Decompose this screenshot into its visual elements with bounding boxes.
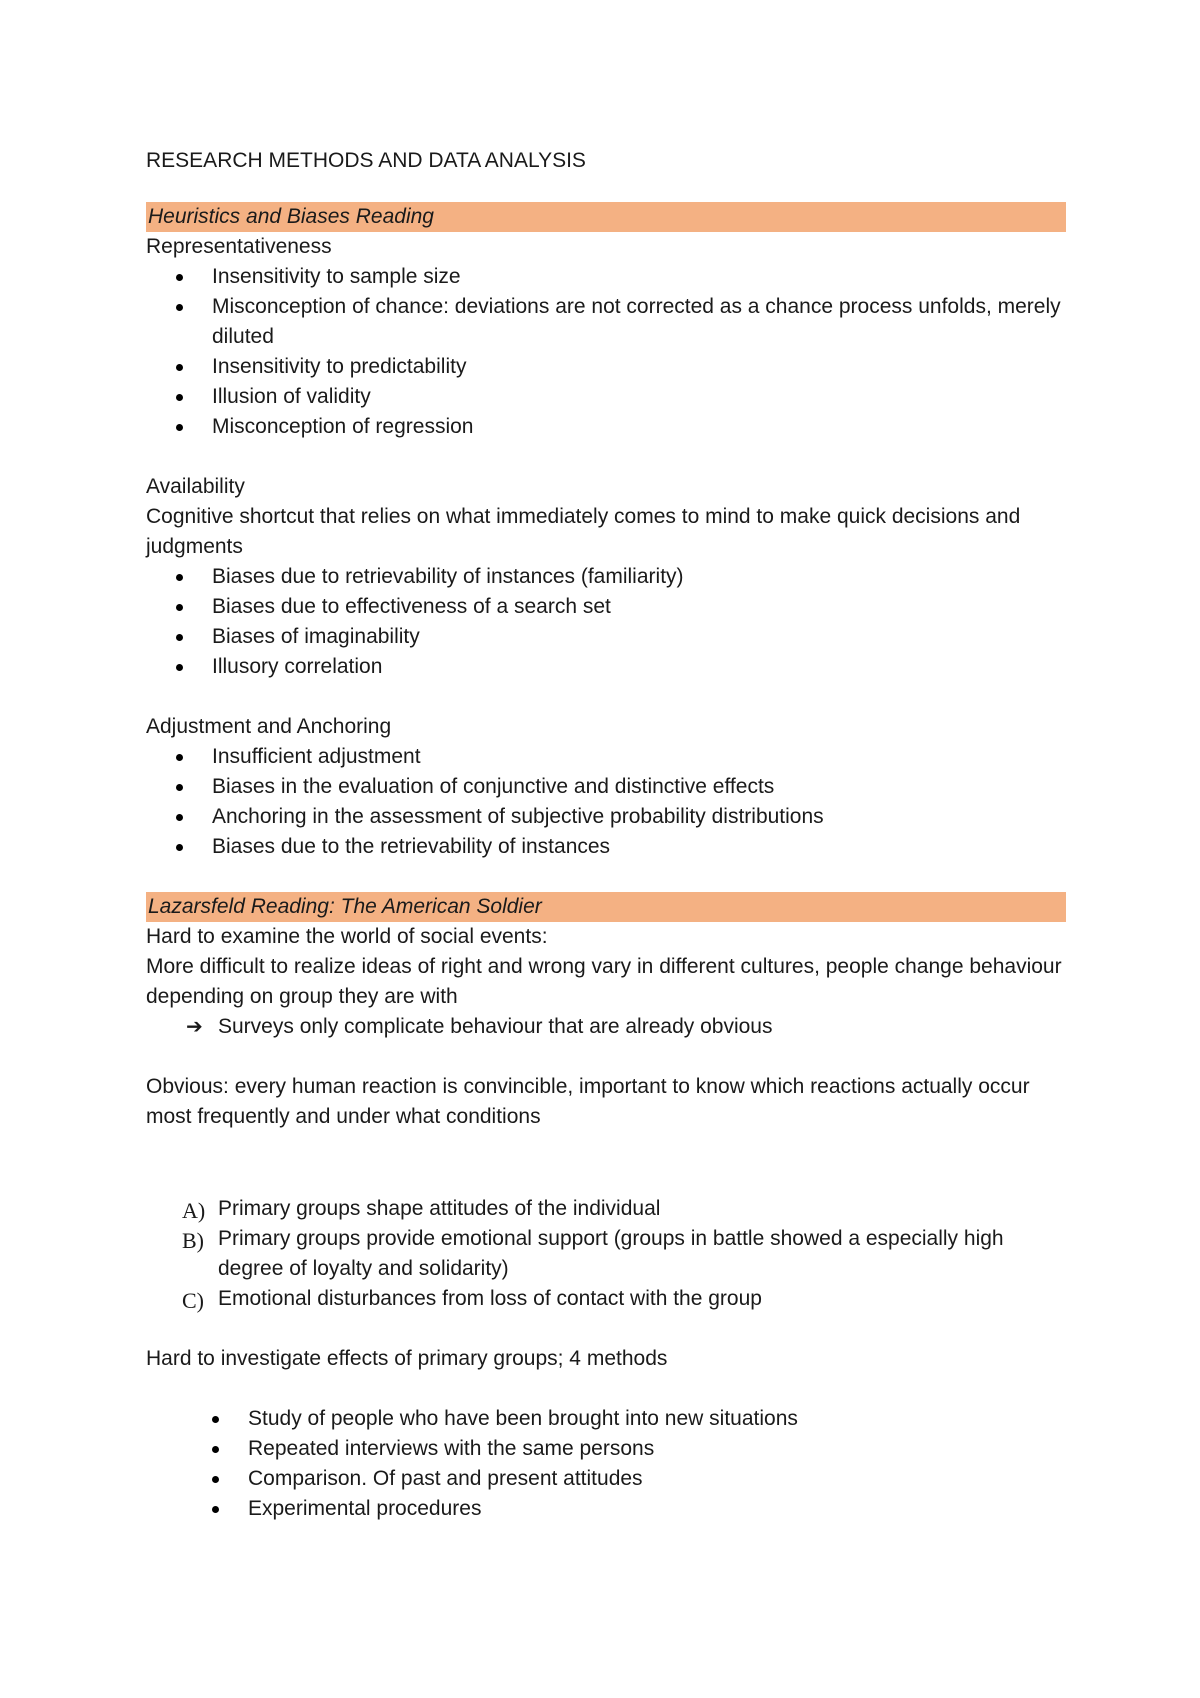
spacer	[146, 442, 1066, 472]
list-item: Biases due to retrievability of instances (familiarity)	[212, 562, 1066, 592]
spacer	[146, 1132, 1066, 1194]
availability-list	[146, 562, 1066, 682]
spacer	[146, 1374, 1066, 1404]
spacer	[146, 1042, 1066, 1072]
item-letter: C)	[182, 1288, 204, 1313]
section-heading-lazarsfeld: Lazarsfeld Reading: The American Soldier	[146, 892, 1066, 922]
list-item: Misconception of regression	[212, 412, 1066, 442]
obvious-paragraph: Obvious: every human reaction is convincible, important to know which reactions actually occur most frequently and under what conditions	[146, 1075, 1030, 1128]
section-heading-heuristics: Heuristics and Biases Reading	[146, 202, 1066, 232]
list-item: Insensitivity to predictability	[212, 352, 1066, 382]
list-item: Insensitivity to sample size	[212, 262, 1066, 292]
list-item: Biases due to the retrievability of instances	[212, 832, 1066, 862]
subheading-anchoring: Adjustment and Anchoring	[146, 715, 392, 738]
list-item: Anchoring in the assessment of subjective probability distributions	[212, 802, 1066, 832]
arrow-right-icon: ➔	[186, 1016, 203, 1038]
list-item: Insufficient adjustment	[212, 742, 1066, 772]
item-letter: B)	[182, 1228, 204, 1253]
list-item: Biases due to effectiveness of a search set	[212, 592, 1066, 622]
list-item: Misconception of chance: deviations are not corrected as a chance process unfolds, merely diluted	[212, 292, 1066, 352]
document-page	[146, 146, 1066, 1524]
item-text: Primary groups provide emotional support (groups in battle showed a especially high degree of loyalty and solidarity)	[218, 1227, 1004, 1280]
list-item: Comparison. Of past and present attitudes	[248, 1464, 1066, 1494]
item-text: Emotional disturbances from loss of contact with the group	[218, 1287, 762, 1310]
representativeness-list	[146, 262, 1066, 442]
spacer	[146, 1314, 1066, 1344]
item-letter: A)	[182, 1198, 206, 1223]
lazarsfeld-line-1: Hard to examine the world of social events:	[146, 925, 548, 948]
list-item: Experimental procedures	[248, 1494, 1066, 1524]
list-item: Illusion of validity	[212, 382, 1066, 412]
list-item: Illusory correlation	[212, 652, 1066, 682]
lettered-list	[146, 1194, 1066, 1314]
methods-intro: Hard to investigate effects of primary groups; 4 methods	[146, 1347, 668, 1370]
methods-list	[146, 1404, 1066, 1524]
lettered-item	[182, 1224, 1066, 1284]
spacer	[146, 682, 1066, 712]
item-text: Primary groups shape attitudes of the individual	[218, 1197, 661, 1220]
list-item: Study of people who have been brought into new situations	[248, 1404, 1066, 1434]
subheading-representativeness: Representativeness	[146, 235, 332, 258]
arrow-point-text: Surveys only complicate behaviour that are already obvious	[218, 1015, 773, 1038]
list-item: Biases of imaginability	[212, 622, 1066, 652]
list-item: Repeated interviews with the same persons	[248, 1434, 1066, 1464]
lazarsfeld-line-2: More difficult to realize ideas of right and wrong vary in different cultures, people change behaviour depending on group they are with	[146, 955, 1062, 1008]
arrow-point	[146, 1012, 1066, 1042]
availability-description: Cognitive shortcut that relies on what immediately comes to mind to make quick decisions and judgments	[146, 505, 1021, 558]
list-item: Biases in the evaluation of conjunctive and distinctive effects	[212, 772, 1066, 802]
lettered-item	[182, 1194, 1066, 1224]
subheading-availability: Availability	[146, 475, 245, 498]
document-title: RESEARCH METHODS AND DATA ANALYSIS	[146, 149, 586, 172]
lettered-item	[182, 1284, 1066, 1314]
anchoring-list	[146, 742, 1066, 862]
spacer	[146, 862, 1066, 892]
